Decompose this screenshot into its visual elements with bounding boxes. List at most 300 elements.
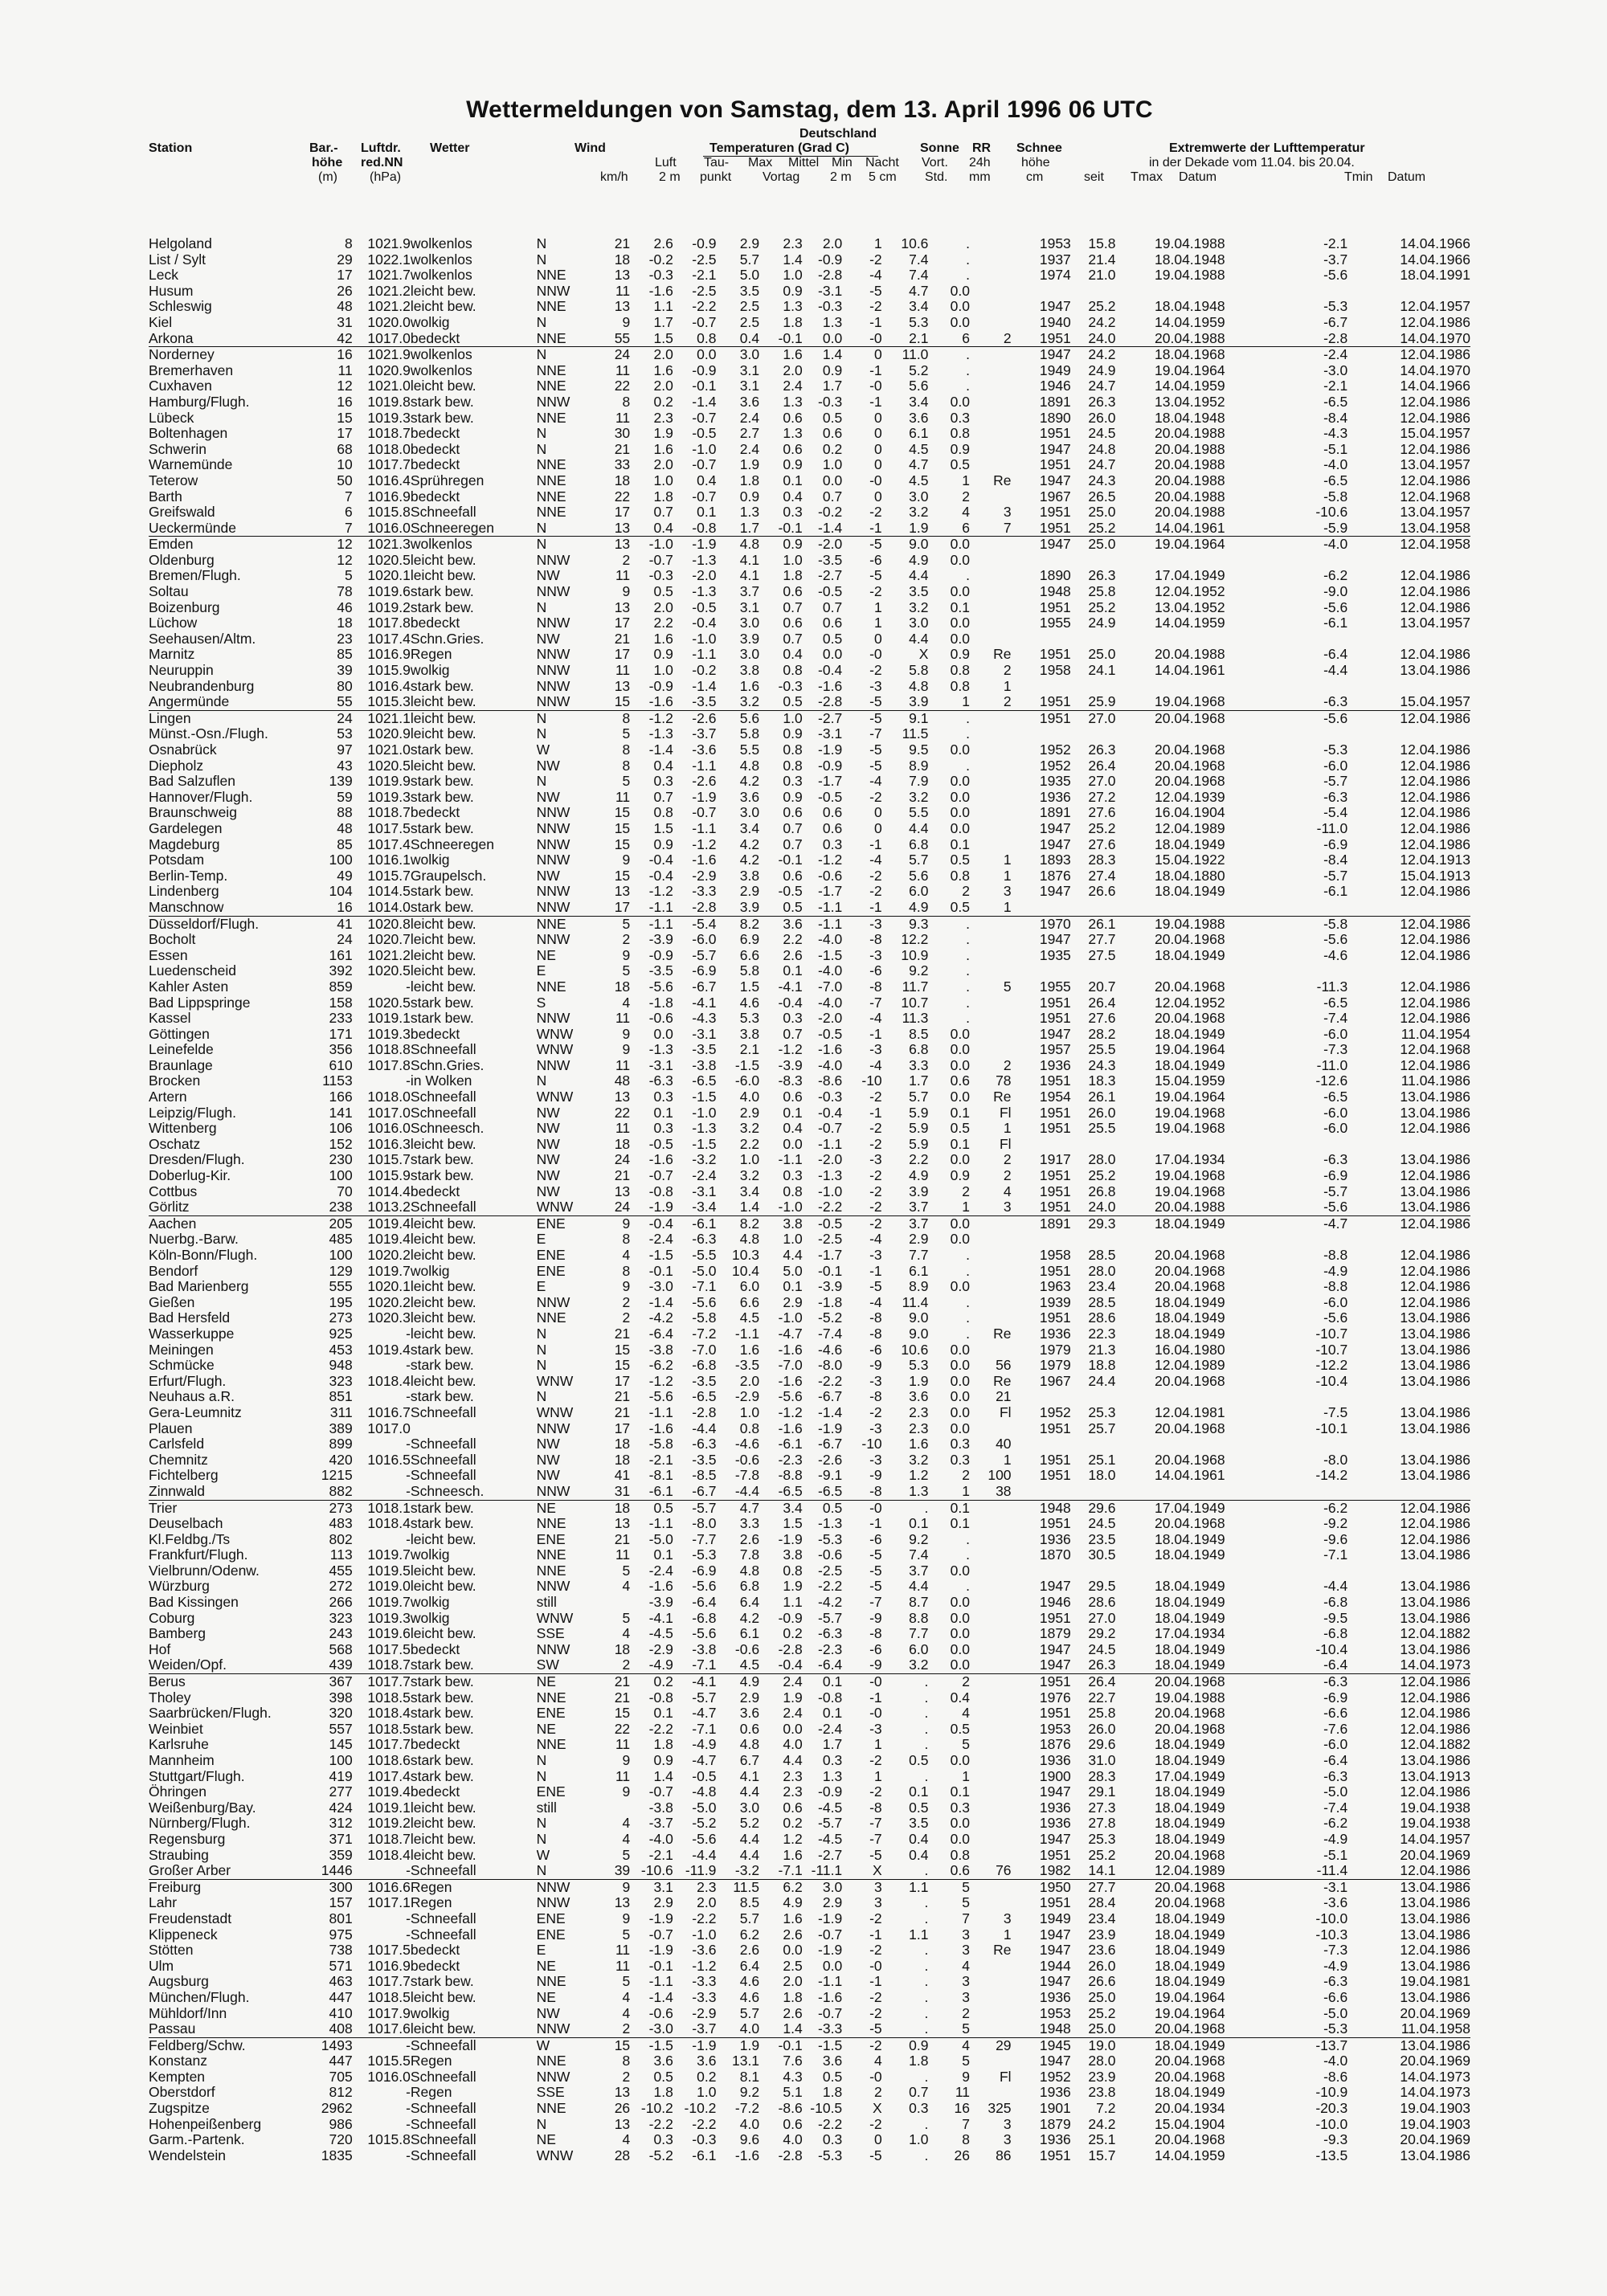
cell-wind-speed: 4 xyxy=(622,1248,631,1263)
cell-night-min-5cm: -8 xyxy=(869,1326,882,1342)
cell-since-year: 1951 xyxy=(1039,426,1071,442)
cell-pressure: 1020.9 xyxy=(367,726,411,742)
cell-sunshine: 4.4 xyxy=(909,631,929,647)
cell-wind-direction: N xyxy=(537,347,585,363)
cell-since-year: 1953 xyxy=(1039,1721,1071,1737)
cell-tmin-date: 18.04.1991 xyxy=(1400,268,1470,284)
cell-snow-depth xyxy=(970,1532,1012,1548)
cell-precipitation: 0.9 xyxy=(950,1168,970,1184)
table-row xyxy=(149,553,1470,569)
cell-weather: Schn.Gries. xyxy=(410,631,485,647)
cell-tmin-date: 12.04.1968 xyxy=(1400,488,1470,505)
cell-snow-depth: 1 xyxy=(1003,899,1012,915)
cell-night-min-5cm: -6 xyxy=(869,552,882,568)
cell-air-temp: -1.5 xyxy=(648,1248,673,1263)
cell-mean-temp: 1.8 xyxy=(783,1989,803,2005)
cell-tmax-date: 14.04.1959 xyxy=(1155,2147,1225,2163)
cell-station: Stötten xyxy=(149,1943,194,1959)
cell-station: Kassel xyxy=(149,1011,191,1027)
cell-pressure: 1019.6 xyxy=(367,1626,411,1642)
cell-pressure: 1019.7 xyxy=(367,1547,411,1563)
cell-precipitation: 0.0 xyxy=(928,537,970,553)
cell-pressure: - xyxy=(406,1926,411,1943)
cell-tmin-date: 12.04.1986 xyxy=(1400,789,1470,805)
cell-precipitation: 5 xyxy=(962,1737,970,1753)
cell-wind-direction: NE xyxy=(536,947,556,963)
header-schnee-3: cm xyxy=(1026,170,1044,184)
header-vortag: Vortag xyxy=(763,170,800,184)
cell-air-temp: -6.1 xyxy=(648,1483,673,1499)
cell-weather: Schneefall xyxy=(410,505,476,521)
cell-sunshine: . xyxy=(924,1910,929,1926)
cell-mean-temp: -0.1 xyxy=(759,2037,803,2053)
cell-tmin xyxy=(1225,1563,1348,1579)
cell-mean-temp: 0.9 xyxy=(783,283,803,299)
cell-dew-point: -1.4 xyxy=(692,394,717,410)
cell-tmax: 25.8 xyxy=(1088,584,1116,600)
cell-wind-direction: NNE xyxy=(536,2053,566,2069)
cell-sunshine: 3.2 xyxy=(909,1657,929,1673)
cell-weather: Schneefall xyxy=(410,1910,476,1926)
cell-max-temp: 4.0 xyxy=(739,2116,760,2132)
cell-dew-point: -10.2 xyxy=(684,2101,717,2117)
cell-max-temp: -0.6 xyxy=(734,1452,760,1468)
cell-tmax: 25.2 xyxy=(1088,1168,1116,1184)
cell-precipitation: 0.9 xyxy=(950,441,970,457)
cell-tmax: 24.5 xyxy=(1088,426,1116,442)
table-row xyxy=(149,1452,1470,1469)
cell-barometer-height: 195 xyxy=(329,1294,353,1310)
table-row xyxy=(149,742,1470,758)
cell-sunshine: 3.7 xyxy=(909,1199,929,1215)
cell-max-temp: -0.6 xyxy=(734,1641,760,1657)
table-row xyxy=(149,663,1470,679)
cell-tmax: 24.3 xyxy=(1088,472,1116,488)
cell-snow-depth xyxy=(970,837,1012,853)
cell-tmin-date: 13.04.1986 xyxy=(1400,1183,1470,1199)
cell-station: Görlitz xyxy=(149,1199,190,1215)
cell-weather: stark bew. xyxy=(410,1011,474,1027)
cell-since-year: 1955 xyxy=(1039,978,1071,995)
cell-since-year: 1951 xyxy=(1039,1420,1071,1436)
cell-barometer-height: 97 xyxy=(337,742,353,758)
table-row xyxy=(149,1421,1470,1437)
cell-tmax-date: 20.04.1968 xyxy=(1155,2021,1225,2037)
cell-night-min-5cm: -5 xyxy=(869,742,882,758)
cell-station: Schwerin xyxy=(149,441,206,457)
cell-barometer-height: 106 xyxy=(329,1121,353,1137)
cell-snow-depth xyxy=(970,1516,1012,1532)
cell-mean-temp: 1.6 xyxy=(783,1847,803,1863)
cell-max-temp: -3.5 xyxy=(734,1358,760,1374)
cell-weather: wolkig xyxy=(410,663,450,679)
cell-mean-temp: 0.0 xyxy=(783,1721,803,1737)
header-tau-2: punkt xyxy=(700,170,732,184)
cell-dew-point: -2.6 xyxy=(692,774,717,790)
cell-barometer-height: 80 xyxy=(337,678,353,694)
cell-min-temp: -9.1 xyxy=(818,1468,843,1484)
cell-max-temp: 5.7 xyxy=(739,2005,760,2021)
cell-mean-temp: 1.3 xyxy=(783,394,803,410)
cell-max-temp: 4.6 xyxy=(739,995,760,1011)
cell-precipitation: 0.5 xyxy=(950,852,970,868)
header-bar-2: höhe xyxy=(312,156,343,170)
cell-pressure: 1020.0 xyxy=(367,314,411,330)
cell-wind-speed: 18 xyxy=(614,251,631,268)
table-row xyxy=(149,932,1470,948)
cell-sunshine: 2.3 xyxy=(909,1420,929,1436)
cell-barometer-height: 801 xyxy=(329,1910,353,1926)
cell-since-year: 1951 xyxy=(1039,457,1071,473)
cell-pressure: 1017.0 xyxy=(367,1420,411,1436)
cell-barometer-height: 50 xyxy=(337,472,353,488)
cell-station: Passau xyxy=(149,2021,196,2037)
cell-wind-speed: 13 xyxy=(614,2116,631,2132)
cell-pressure: 1021.9 xyxy=(367,236,411,251)
cell-max-temp: 6.2 xyxy=(739,1926,760,1943)
cell-tmax: 27.0 xyxy=(1088,1610,1116,1626)
cell-wind-speed: 11 xyxy=(615,663,631,679)
cell-tmin: -4.9 xyxy=(1323,1958,1348,1974)
cell-tmax-date: 18.04.1949 xyxy=(1115,2037,1225,2053)
cell-wind-direction: ENE xyxy=(536,1248,566,1263)
cell-air-temp: -0.7 xyxy=(648,552,673,568)
cell-tmax-date: 20.04.1968 xyxy=(1155,2132,1225,2148)
cell-max-temp: 2.0 xyxy=(739,1373,760,1389)
cell-tmax-date: 18.04.1949 xyxy=(1155,1974,1225,1990)
cell-tmin: -6.4 xyxy=(1323,647,1348,663)
cell-wind-direction: N xyxy=(536,520,547,536)
table-header xyxy=(149,125,1470,236)
cell-barometer-height: 171 xyxy=(329,1026,353,1042)
cell-tmax-date: 18.04.1949 xyxy=(1155,1531,1225,1547)
cell-precipitation: . xyxy=(966,1579,970,1595)
cell-weather: Schneefall xyxy=(410,2132,476,2148)
cell-since-year: 1936 xyxy=(1039,1531,1071,1547)
cell-wind-direction: N xyxy=(536,1073,547,1089)
cell-precipitation: 0.1 xyxy=(950,1105,970,1121)
cell-tmin: -5.0 xyxy=(1323,1784,1348,1800)
cell-tmax-date: 17.04.1949 xyxy=(1155,1768,1225,1784)
cell-tmin: -6.5 xyxy=(1323,995,1348,1011)
cell-pressure: - xyxy=(406,1073,411,1089)
cell-night-min-5cm: -5 xyxy=(869,1579,882,1595)
cell-air-temp: 0.9 xyxy=(653,836,673,852)
cell-sunshine: 5.2 xyxy=(909,362,929,378)
cell-barometer-height: 12 xyxy=(337,552,353,568)
cell-tmax: 29.6 xyxy=(1088,1737,1116,1753)
cell-barometer-height: 1493 xyxy=(311,2037,353,2053)
cell-dew-point: -2.1 xyxy=(692,268,717,284)
cell-tmin-date: 12.04.1986 xyxy=(1400,599,1470,615)
cell-since-year: 1936 xyxy=(1039,1800,1071,1816)
cell-max-temp: 2.9 xyxy=(739,884,760,900)
cell-wind-direction: NNW xyxy=(536,663,570,679)
cell-pressure: 1017.0 xyxy=(367,1105,411,1121)
cell-air-temp: -5.2 xyxy=(648,2147,673,2163)
cell-wind-speed: 2 xyxy=(622,932,631,948)
cell-air-temp: -0.9 xyxy=(648,678,673,694)
cell-tmax: 26.4 xyxy=(1071,1674,1116,1690)
cell-weather: bedeckt xyxy=(410,457,460,473)
cell-mean-temp: 2.2 xyxy=(783,932,803,948)
cell-wind-direction: NE xyxy=(536,1721,556,1737)
cell-wind-direction: N xyxy=(536,1753,547,1768)
cell-wind-speed: 11 xyxy=(615,283,631,299)
cell-tmax-date: 14.04.1959 xyxy=(1155,378,1225,394)
cell-max-temp: 11.5 xyxy=(716,1879,759,1895)
cell-tmax: 26.3 xyxy=(1088,394,1116,410)
cell-precipitation: 0.0 xyxy=(950,1404,970,1420)
cell-precipitation: 2 xyxy=(962,1468,970,1484)
cell-barometer-height: 323 xyxy=(329,1610,353,1626)
cell-mean-temp: 2.6 xyxy=(783,947,803,963)
cell-weather: leicht bew. xyxy=(410,2021,476,2037)
cell-weather: Schneefall xyxy=(410,1468,476,1484)
cell-wind-direction: N xyxy=(536,236,547,251)
cell-dew-point: -0.5 xyxy=(692,426,717,442)
cell-weather: wolkenlos xyxy=(410,251,472,268)
cell-wind-direction: WNW xyxy=(536,1026,574,1042)
cell-tmax-date: 19.04.1964 xyxy=(1155,1089,1225,1105)
header-seit: seit xyxy=(1084,170,1104,184)
table-row xyxy=(149,1279,1470,1295)
cell-sunshine: 4.8 xyxy=(909,678,929,694)
cell-sunshine: . xyxy=(924,1689,929,1706)
cell-tmin-date: 13.04.1986 xyxy=(1400,1326,1470,1342)
table-row xyxy=(149,1816,1470,1832)
cell-night-min-5cm: -7 xyxy=(869,1831,882,1847)
header-wind-unit: km/h xyxy=(600,170,628,184)
cell-dew-point: -3.3 xyxy=(692,1989,717,2005)
cell-station: Düsseldorf/Flugh. xyxy=(149,916,311,932)
cell-weather: stark bew. xyxy=(410,1342,474,1358)
cell-min-temp: -1.7 xyxy=(818,774,843,790)
cell-mean-temp: -1.6 xyxy=(778,1342,803,1358)
cell-night-min-5cm: -3 xyxy=(869,1452,882,1468)
cell-wind-direction: NNW xyxy=(536,852,570,868)
cell-precipitation: 16 xyxy=(954,2101,970,2117)
cell-max-temp: 2.9 xyxy=(739,1689,760,1706)
cell-mean-temp: 1.9 xyxy=(783,1689,803,1706)
cell-tmax-date: 17.04.1949 xyxy=(1115,1500,1225,1516)
cell-barometer-height: 1446 xyxy=(321,1863,353,1879)
cell-wind-direction: NW xyxy=(536,789,560,805)
cell-station: Manschnow xyxy=(149,899,224,915)
cell-wind-direction: N xyxy=(536,426,547,442)
cell-wind-speed: 13 xyxy=(614,520,631,536)
cell-since-year: 1951 xyxy=(1039,1847,1071,1863)
cell-air-temp: -1.3 xyxy=(648,726,673,742)
cell-tmin-date: 12.04.1986 xyxy=(1400,584,1470,600)
cell-precipitation: 0.8 xyxy=(950,663,970,679)
table-row xyxy=(149,900,1470,916)
cell-mean-temp: -0.4 xyxy=(778,1657,803,1673)
cell-tmax-date: 18.04.1949 xyxy=(1155,1657,1225,1673)
cell-snow-depth xyxy=(970,489,1012,505)
cell-tmax-date: 20.04.1968 xyxy=(1155,2069,1225,2085)
cell-pressure: 1020.3 xyxy=(367,1310,411,1326)
cell-station: Augsburg xyxy=(149,1974,209,1990)
cell-tmax-date: 18.04.1949 xyxy=(1155,1547,1225,1563)
cell-pressure: 1016.0 xyxy=(367,2069,411,2085)
cell-snow-depth: 2 xyxy=(1003,694,1012,710)
cell-pressure: 1021.2 xyxy=(367,283,411,299)
cell-air-temp: -0.3 xyxy=(648,568,673,584)
cell-mean-temp: 4.4 xyxy=(783,1248,803,1263)
cell-max-temp: 1.0 xyxy=(739,1152,760,1168)
cell-snow-depth xyxy=(970,916,1012,932)
cell-precipitation: 0.0 xyxy=(950,789,970,805)
cell-dew-point: -8.0 xyxy=(692,1516,717,1532)
cell-barometer-height: 166 xyxy=(329,1089,353,1105)
cell-wind-speed: 2 xyxy=(622,1310,631,1326)
cell-station: Kempten xyxy=(149,2069,206,2085)
cell-max-temp: 2.6 xyxy=(739,1943,760,1959)
cell-sunshine: 4.5 xyxy=(909,441,929,457)
cell-weather: leicht bew. xyxy=(410,568,476,584)
cell-mean-temp: 0.7 xyxy=(783,836,803,852)
cell-night-min-5cm: -2 xyxy=(869,1989,882,2005)
cell-mean-temp: -0.1 xyxy=(778,520,803,536)
cell-pressure: 1016.9 xyxy=(367,488,411,505)
cell-wind-speed: 21 xyxy=(584,1674,630,1690)
table-row xyxy=(149,1800,1470,1816)
cell-barometer-height: 408 xyxy=(329,2021,353,2037)
cell-tmax-date: 18.04.1949 xyxy=(1155,1595,1225,1611)
cell-max-temp: 5.3 xyxy=(739,1011,760,1027)
cell-dew-point: -4.1 xyxy=(673,1674,717,1690)
cell-station: Teterow xyxy=(149,472,198,488)
cell-air-temp: 0.4 xyxy=(653,520,673,536)
cell-night-min-5cm: -3 xyxy=(869,678,882,694)
cell-tmin-date: 13.04.1986 xyxy=(1400,1310,1470,1326)
cell-precipitation: 0.0 xyxy=(950,805,970,821)
cell-dew-point: -1.0 xyxy=(692,1926,717,1943)
cell-dew-point: 0.0 xyxy=(673,347,717,363)
cell-wind-speed: 11 xyxy=(615,1011,631,1027)
cell-barometer-height: 10 xyxy=(337,457,353,473)
cell-wind-speed: 21 xyxy=(614,1689,631,1706)
cell-night-min-5cm: 2 xyxy=(873,2085,882,2101)
cell-max-temp: 2.2 xyxy=(739,1136,760,1152)
cell-tmin: -5.3 xyxy=(1323,742,1348,758)
cell-wind-speed: 21 xyxy=(614,1168,631,1184)
cell-dew-point: -0.1 xyxy=(692,378,717,394)
cell-max-temp: 1.4 xyxy=(739,1199,760,1215)
table-row xyxy=(149,521,1470,537)
cell-night-min-5cm: -0 xyxy=(869,1958,882,1974)
cell-tmax: 25.7 xyxy=(1088,1420,1116,1436)
cell-max-temp: -1.1 xyxy=(734,1326,760,1342)
cell-tmax: 25.9 xyxy=(1088,694,1116,710)
cell-wind-speed: 4 xyxy=(622,2005,631,2021)
cell-tmin-date: 12.04.1882 xyxy=(1400,1737,1470,1753)
cell-air-temp: -1.6 xyxy=(648,1420,673,1436)
cell-sunshine: 7.4 xyxy=(909,1547,929,1563)
cell-tmax-date: 18.04.1949 xyxy=(1155,1910,1225,1926)
cell-tmin-date: 12.04.1986 xyxy=(1400,947,1470,963)
cell-night-min-5cm: -2 xyxy=(869,584,882,600)
cell-snow-depth xyxy=(970,1611,1012,1627)
cell-sunshine: 9.3 xyxy=(882,916,929,932)
cell-snow-depth: 2 xyxy=(1003,663,1012,679)
cell-pressure: 1019.1 xyxy=(367,1011,411,1027)
cell-tmin-date: 12.04.1986 xyxy=(1400,774,1470,790)
cell-pressure: 1019.4 xyxy=(367,1342,411,1358)
cell-dew-point: -6.7 xyxy=(692,978,717,995)
cell-pressure: 1017.0 xyxy=(367,330,411,346)
cell-snow-depth xyxy=(970,1547,1012,1563)
cell-sunshine: 0.1 xyxy=(909,1784,929,1800)
header-wind: Wind xyxy=(575,141,606,155)
cell-since-year: 1951 xyxy=(1039,520,1071,536)
cell-night-min-5cm: -4 xyxy=(869,852,882,868)
cell-weather: leicht bew. xyxy=(411,710,537,726)
cell-air-temp: 2.0 xyxy=(630,347,673,363)
cell-weather: leicht bew. xyxy=(410,283,476,299)
cell-tmin: -6.8 xyxy=(1323,1595,1348,1611)
cell-since-year: 1951 xyxy=(1039,1168,1071,1184)
cell-since-year: 1936 xyxy=(1039,1989,1071,2005)
cell-max-temp: 3.1 xyxy=(739,362,760,378)
cell-max-temp: 4.0 xyxy=(739,2021,760,2037)
cell-pressure: 1018.4 xyxy=(367,1706,411,1722)
cell-tmin: -2.1 xyxy=(1323,378,1348,394)
cell-night-min-5cm: -3 xyxy=(869,947,882,963)
cell-tmax: 28.3 xyxy=(1088,1768,1116,1784)
table-row xyxy=(149,268,1470,284)
cell-wind-direction: NNW xyxy=(536,884,570,900)
cell-air-temp: 0.9 xyxy=(653,647,673,663)
cell-tmin: -7.3 xyxy=(1323,1943,1348,1959)
cell-station: Hamburg/Flugh. xyxy=(149,394,250,410)
table-row xyxy=(149,1436,1470,1452)
cell-tmin-date: 12.04.1986 xyxy=(1347,347,1470,363)
cell-tmin-date: 13.04.1957 xyxy=(1400,505,1470,521)
cell-wind-speed: 4 xyxy=(622,995,631,1011)
cell-mean-temp: -1.1 xyxy=(778,1152,803,1168)
cell-station: Helgoland xyxy=(149,236,212,251)
cell-dew-point: -5.2 xyxy=(692,1816,717,1832)
table-row xyxy=(149,1058,1470,1074)
cell-min-temp: 1.7 xyxy=(822,1737,843,1753)
cell-tmax-date xyxy=(1115,553,1225,569)
cell-since-year: 1936 xyxy=(1039,1326,1071,1342)
cell-dew-point: -8.5 xyxy=(692,1468,717,1484)
cell-dew-point: -1.2 xyxy=(692,1958,717,1974)
cell-min-temp: -5.3 xyxy=(818,2147,843,2163)
cell-tmin-date: 20.04.1969 xyxy=(1400,2005,1470,2021)
cell-weather: leicht bew. xyxy=(410,1800,476,1816)
cell-barometer-height: 55 xyxy=(337,694,353,710)
cell-dew-point: -0.7 xyxy=(692,314,717,330)
cell-mean-temp: 4.0 xyxy=(783,2132,803,2148)
cell-air-temp: 2.9 xyxy=(653,1895,673,1911)
cell-station: Köln-Bonn/Flugh. xyxy=(149,1248,258,1263)
cell-tmax-date: 19.04.1988 xyxy=(1155,1689,1225,1706)
cell-station: Norderney xyxy=(149,347,311,363)
table-row xyxy=(149,457,1470,473)
cell-wind-direction: N xyxy=(536,441,547,457)
cell-barometer-height: 48 xyxy=(337,820,353,836)
cell-tmax: 21.3 xyxy=(1088,1342,1116,1358)
cell-tmax: 26.4 xyxy=(1088,995,1116,1011)
cell-barometer-height: 812 xyxy=(329,2085,353,2101)
cell-weather: leicht bew. xyxy=(410,1579,476,1595)
cell-tmin: -5.7 xyxy=(1323,774,1348,790)
cell-sunshine: 3.2 xyxy=(909,599,929,615)
